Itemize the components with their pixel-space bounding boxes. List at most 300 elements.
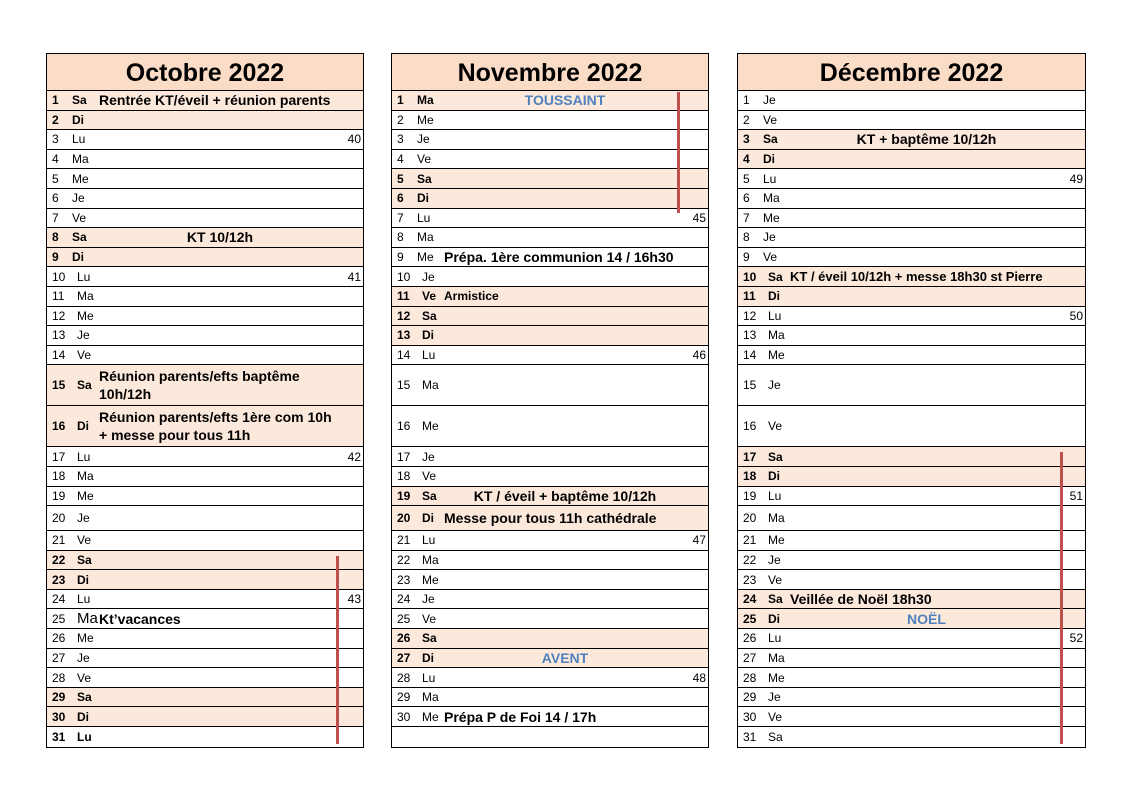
day-name: Ve	[768, 709, 783, 724]
day-row	[392, 365, 708, 406]
day-name: Ma	[422, 552, 439, 567]
event-label: KT 10/12h	[186, 229, 254, 246]
day-number: 12	[397, 308, 411, 323]
week-number: 43	[347, 592, 361, 607]
day-row	[738, 169, 1085, 189]
day-name: Me	[422, 709, 439, 724]
day-row	[738, 406, 1085, 447]
day-row	[47, 707, 363, 727]
event-label: KT / éveil 10/12h + messe 18h30 st Pierre	[790, 268, 1043, 284]
day-number: 26	[52, 631, 66, 646]
day-number: 4	[52, 152, 59, 167]
day-number: 20	[743, 511, 757, 526]
day-name: Di	[768, 289, 780, 304]
day-name: Sa	[422, 631, 437, 646]
event-label: Veillée de Noël 18h30	[790, 591, 932, 608]
event-label: Armistice	[444, 289, 499, 304]
day-name: Me	[768, 670, 785, 685]
day-row	[392, 531, 708, 551]
day-name: Ve	[77, 670, 92, 685]
day-name: Je	[768, 690, 781, 705]
day-row	[392, 629, 708, 649]
day-row	[738, 346, 1085, 366]
day-number: 24	[397, 592, 411, 607]
day-number: 17	[743, 449, 757, 464]
day-name: Di	[763, 152, 775, 167]
day-row	[47, 365, 363, 406]
day-number: 28	[743, 670, 757, 685]
event-label: AVENT	[541, 649, 589, 666]
week-number: 51	[1069, 488, 1083, 503]
day-name: Ma	[77, 469, 94, 484]
day-number: 2	[397, 112, 404, 127]
day-row	[47, 590, 363, 610]
day-number: 28	[52, 670, 66, 685]
day-number: 25	[743, 611, 757, 626]
day-number: 21	[397, 533, 411, 548]
day-name: Di	[768, 611, 780, 626]
day-row	[738, 287, 1085, 307]
day-name: Lu	[763, 171, 777, 186]
day-number: 6	[52, 191, 59, 206]
day-number: 23	[52, 572, 66, 587]
day-number: 14	[52, 348, 66, 363]
day-number: 15	[743, 378, 757, 393]
day-row	[738, 248, 1085, 268]
day-number: 29	[397, 690, 411, 705]
day-number: 22	[743, 552, 757, 567]
day-row	[738, 688, 1085, 708]
day-row	[47, 228, 363, 248]
day-row	[47, 91, 363, 111]
day-row	[47, 209, 363, 229]
day-row	[738, 150, 1085, 170]
day-row	[738, 267, 1085, 287]
day-number: 4	[397, 152, 404, 167]
day-row	[738, 609, 1085, 629]
day-name: Di	[72, 112, 84, 127]
day-row	[738, 91, 1085, 111]
day-number: 27	[52, 650, 66, 665]
day-name: Ma	[77, 289, 94, 304]
week-number: 42	[347, 449, 361, 464]
day-name: Je	[763, 230, 776, 245]
day-number: 11	[52, 289, 65, 304]
day-row	[47, 570, 363, 590]
day-number: 26	[397, 631, 411, 646]
event-label: KT + baptême 10/12h	[856, 131, 997, 148]
day-name: Je	[768, 552, 781, 567]
day-number: 9	[52, 250, 59, 265]
day-number: 2	[52, 112, 59, 127]
month-2	[391, 53, 709, 748]
day-row	[392, 551, 708, 571]
day-name: Sa	[77, 690, 92, 705]
day-name: Ve	[422, 469, 437, 484]
day-name: Ve	[422, 611, 437, 626]
event-label: Kt’vacances	[99, 610, 181, 627]
day-name: Ve	[422, 289, 437, 304]
day-name: Di	[422, 650, 434, 665]
day-number: 6	[397, 191, 404, 206]
day-name: Je	[422, 592, 435, 607]
day-row	[738, 467, 1085, 487]
day-row	[738, 447, 1085, 467]
day-row	[738, 209, 1085, 229]
day-number: 27	[743, 650, 757, 665]
day-name: Me	[768, 348, 785, 363]
event-label: NOËL	[907, 610, 946, 627]
day-number: 14	[743, 348, 757, 363]
day-number: 12	[743, 308, 757, 323]
day-number: 22	[397, 552, 411, 567]
day-row	[392, 447, 708, 467]
day-number: 19	[743, 488, 757, 503]
day-name: Ve	[763, 112, 778, 127]
day-row	[738, 326, 1085, 346]
day-name: Je	[77, 511, 90, 526]
day-row	[392, 688, 708, 708]
day-number: 30	[743, 709, 757, 724]
day-number: 24	[52, 592, 66, 607]
day-row	[47, 169, 363, 189]
day-name: Ma	[417, 230, 434, 245]
day-row	[392, 570, 708, 590]
day-name: Je	[77, 650, 90, 665]
vacation-bar	[677, 92, 680, 213]
day-number: 1	[52, 93, 59, 108]
day-number: 5	[52, 171, 59, 186]
day-row	[738, 629, 1085, 649]
day-row	[47, 551, 363, 571]
day-name: Sa	[768, 449, 783, 464]
day-name: Ma	[763, 191, 780, 206]
day-name: Ve	[768, 572, 783, 587]
day-row	[47, 668, 363, 688]
day-number: 22	[52, 552, 66, 567]
day-number: 3	[743, 132, 750, 147]
day-name: Ve	[77, 348, 92, 363]
day-number: 17	[397, 449, 411, 464]
event-label: Prépa. 1ère communion 14 / 16h30	[444, 249, 674, 266]
day-name: Ma	[768, 511, 785, 526]
week-number: 48	[692, 670, 706, 685]
day-row	[738, 228, 1085, 248]
day-name: Sa	[77, 552, 92, 567]
month-1	[46, 53, 364, 748]
day-row	[392, 287, 708, 307]
week-number: 41	[347, 269, 361, 284]
day-row	[47, 189, 363, 209]
day-name: Lu	[77, 449, 91, 464]
day-name: Sa	[72, 230, 87, 245]
day-number: 31	[743, 729, 757, 744]
day-name: Me	[77, 631, 94, 646]
vacation-bar	[1060, 452, 1063, 744]
event-label: Prépa P de Foi 14 / 17h	[444, 708, 597, 725]
day-name: Di	[422, 328, 434, 343]
event-label: Réunion parents/efts baptême 10h/12h	[99, 368, 300, 403]
day-row	[47, 150, 363, 170]
day-name: Me	[77, 308, 94, 323]
day-name: Lu	[768, 631, 782, 646]
day-row	[392, 649, 708, 669]
day-number: 4	[743, 152, 750, 167]
day-name: Di	[768, 469, 780, 484]
day-row	[47, 346, 363, 366]
day-row	[738, 531, 1085, 551]
day-row	[47, 487, 363, 507]
day-number: 23	[397, 572, 411, 587]
day-name: Sa	[763, 132, 778, 147]
day-name: Lu	[72, 132, 86, 147]
day-number: 14	[397, 348, 411, 363]
day-row	[47, 307, 363, 327]
day-row	[392, 506, 708, 531]
day-name: Me	[417, 112, 434, 127]
week-number: 45	[692, 210, 706, 225]
day-name: Ve	[417, 152, 432, 167]
day-name: Sa	[768, 729, 783, 744]
week-number: 50	[1069, 308, 1083, 323]
day-name: Di	[72, 250, 84, 265]
day-number: 11	[743, 289, 756, 304]
day-row	[392, 727, 708, 747]
day-number: 31	[52, 729, 66, 744]
day-name: Ma	[422, 378, 439, 393]
day-number: 7	[743, 210, 750, 225]
day-row	[392, 307, 708, 327]
day-number: 18	[743, 469, 757, 484]
month-title: Décembre 2022	[738, 54, 1085, 91]
day-row	[738, 487, 1085, 507]
day-row	[47, 727, 363, 747]
day-row	[47, 287, 363, 307]
day-number: 18	[397, 469, 411, 484]
day-number: 8	[397, 230, 404, 245]
day-name: Ma	[77, 610, 98, 628]
day-number: 29	[52, 690, 66, 705]
day-number: 12	[52, 308, 66, 323]
day-row	[392, 346, 708, 366]
day-row	[47, 267, 363, 287]
day-number: 5	[743, 171, 750, 186]
event-label: TOUSSAINT	[524, 92, 606, 109]
day-name: Sa	[417, 171, 432, 186]
day-row	[392, 111, 708, 131]
day-number: 27	[397, 650, 411, 665]
day-name: Me	[763, 210, 780, 225]
day-number: 21	[743, 533, 757, 548]
day-number: 17	[52, 449, 66, 464]
day-row	[47, 531, 363, 551]
day-number: 25	[397, 611, 411, 626]
day-row	[392, 267, 708, 287]
day-name: Lu	[77, 729, 92, 744]
day-row	[47, 649, 363, 669]
day-name: Je	[768, 378, 781, 393]
day-row	[392, 209, 708, 229]
day-name: Me	[72, 171, 89, 186]
day-row	[392, 228, 708, 248]
day-row	[47, 447, 363, 467]
day-name: Ve	[72, 210, 87, 225]
day-number: 6	[743, 191, 750, 206]
day-row	[738, 189, 1085, 209]
day-number: 13	[52, 328, 66, 343]
day-row	[392, 467, 708, 487]
day-number: 16	[52, 419, 66, 434]
month-title: Novembre 2022	[392, 54, 708, 91]
day-row	[738, 365, 1085, 406]
day-name: Ma	[768, 650, 785, 665]
day-name: Ma	[72, 152, 89, 167]
day-number: 3	[397, 132, 404, 147]
day-number: 13	[743, 328, 757, 343]
day-number: 15	[397, 378, 411, 393]
day-row	[47, 248, 363, 268]
day-row	[47, 467, 363, 487]
day-row	[392, 590, 708, 610]
event-label: Messe pour tous 11h cathédrale	[444, 510, 657, 527]
day-number: 9	[397, 250, 404, 265]
day-number: 11	[397, 289, 410, 304]
day-name: Me	[422, 419, 439, 434]
month-title: Octobre 2022	[47, 54, 363, 91]
day-name: Me	[768, 533, 785, 548]
day-row	[47, 609, 363, 629]
day-number: 23	[743, 572, 757, 587]
day-row	[738, 668, 1085, 688]
day-name: Lu	[417, 210, 431, 225]
day-name: Je	[422, 269, 435, 284]
day-name: Lu	[422, 348, 436, 363]
event-label: Réunion parents/efts 1ère com 10h + messe pour tous 11h	[99, 409, 332, 444]
day-number: 21	[52, 533, 66, 548]
day-name: Sa	[77, 378, 92, 393]
day-row	[738, 707, 1085, 727]
day-name: Me	[422, 572, 439, 587]
day-number: 10	[52, 269, 66, 284]
day-name: Ma	[768, 328, 785, 343]
day-number: 30	[397, 709, 411, 724]
day-name: Sa	[768, 592, 783, 607]
day-row	[738, 506, 1085, 531]
day-row	[392, 668, 708, 688]
day-row	[392, 609, 708, 629]
week-number: 46	[692, 348, 706, 363]
day-row	[738, 590, 1085, 610]
day-row	[47, 130, 363, 150]
day-row	[392, 406, 708, 447]
day-row	[47, 406, 363, 447]
day-row	[392, 189, 708, 209]
day-name: Di	[77, 419, 89, 434]
week-number: 40	[347, 132, 361, 147]
week-number: 47	[692, 533, 706, 548]
day-row	[738, 130, 1085, 150]
day-number: 1	[743, 93, 750, 108]
day-number: 16	[397, 419, 411, 434]
day-number: 5	[397, 171, 404, 186]
day-row	[47, 506, 363, 531]
day-name: Di	[417, 191, 429, 206]
day-row	[392, 326, 708, 346]
month-3	[737, 53, 1086, 748]
day-name: Sa	[422, 308, 437, 323]
day-number: 19	[52, 488, 66, 503]
day-name: Lu	[77, 592, 91, 607]
day-number: 10	[397, 269, 411, 284]
day-number: 25	[52, 611, 66, 626]
day-name: Je	[72, 191, 85, 206]
day-number: 1	[397, 93, 404, 108]
day-name: Je	[763, 93, 776, 108]
day-row	[738, 570, 1085, 590]
day-name: Je	[77, 328, 90, 343]
day-number: 15	[52, 378, 66, 393]
day-name: Ve	[763, 250, 778, 265]
day-name: Lu	[768, 488, 782, 503]
event-label: Rentrée KT/éveil + réunion parents	[99, 92, 331, 109]
day-number: 16	[743, 419, 757, 434]
day-name: Sa	[768, 269, 783, 284]
day-number: 13	[397, 328, 411, 343]
day-name: Di	[77, 709, 89, 724]
week-number: 52	[1069, 631, 1083, 646]
day-name: Je	[422, 449, 435, 464]
day-row	[392, 707, 708, 727]
day-row	[738, 727, 1085, 747]
day-name: Lu	[77, 269, 91, 284]
day-number: 24	[743, 592, 757, 607]
day-name: Ve	[77, 533, 92, 548]
day-name: Je	[417, 132, 430, 147]
day-row	[47, 326, 363, 346]
day-number: 20	[397, 511, 411, 526]
day-name: Sa	[72, 93, 87, 108]
day-row	[392, 248, 708, 268]
day-number: 29	[743, 690, 757, 705]
day-name: Ma	[417, 93, 434, 108]
day-number: 7	[397, 210, 404, 225]
day-name: Sa	[422, 488, 437, 503]
day-number: 7	[52, 210, 59, 225]
day-number: 19	[397, 488, 411, 503]
day-name: Lu	[768, 308, 782, 323]
day-number: 18	[52, 469, 66, 484]
day-name: Lu	[422, 670, 436, 685]
day-row	[738, 111, 1085, 131]
week-number: 49	[1069, 171, 1083, 186]
day-number: 8	[52, 230, 59, 245]
vacation-bar	[336, 556, 339, 744]
day-number: 2	[743, 112, 750, 127]
day-number: 9	[743, 250, 750, 265]
day-number: 26	[743, 631, 757, 646]
day-row	[392, 169, 708, 189]
day-name: Lu	[422, 533, 436, 548]
day-row	[392, 150, 708, 170]
day-row	[392, 487, 708, 507]
event-label: KT / éveil + baptême 10/12h	[473, 487, 657, 504]
day-name: Ve	[768, 419, 783, 434]
day-name: Di	[422, 511, 434, 526]
day-name: Ma	[422, 690, 439, 705]
day-name: Di	[77, 572, 89, 587]
day-row	[47, 629, 363, 649]
day-number: 30	[52, 709, 66, 724]
